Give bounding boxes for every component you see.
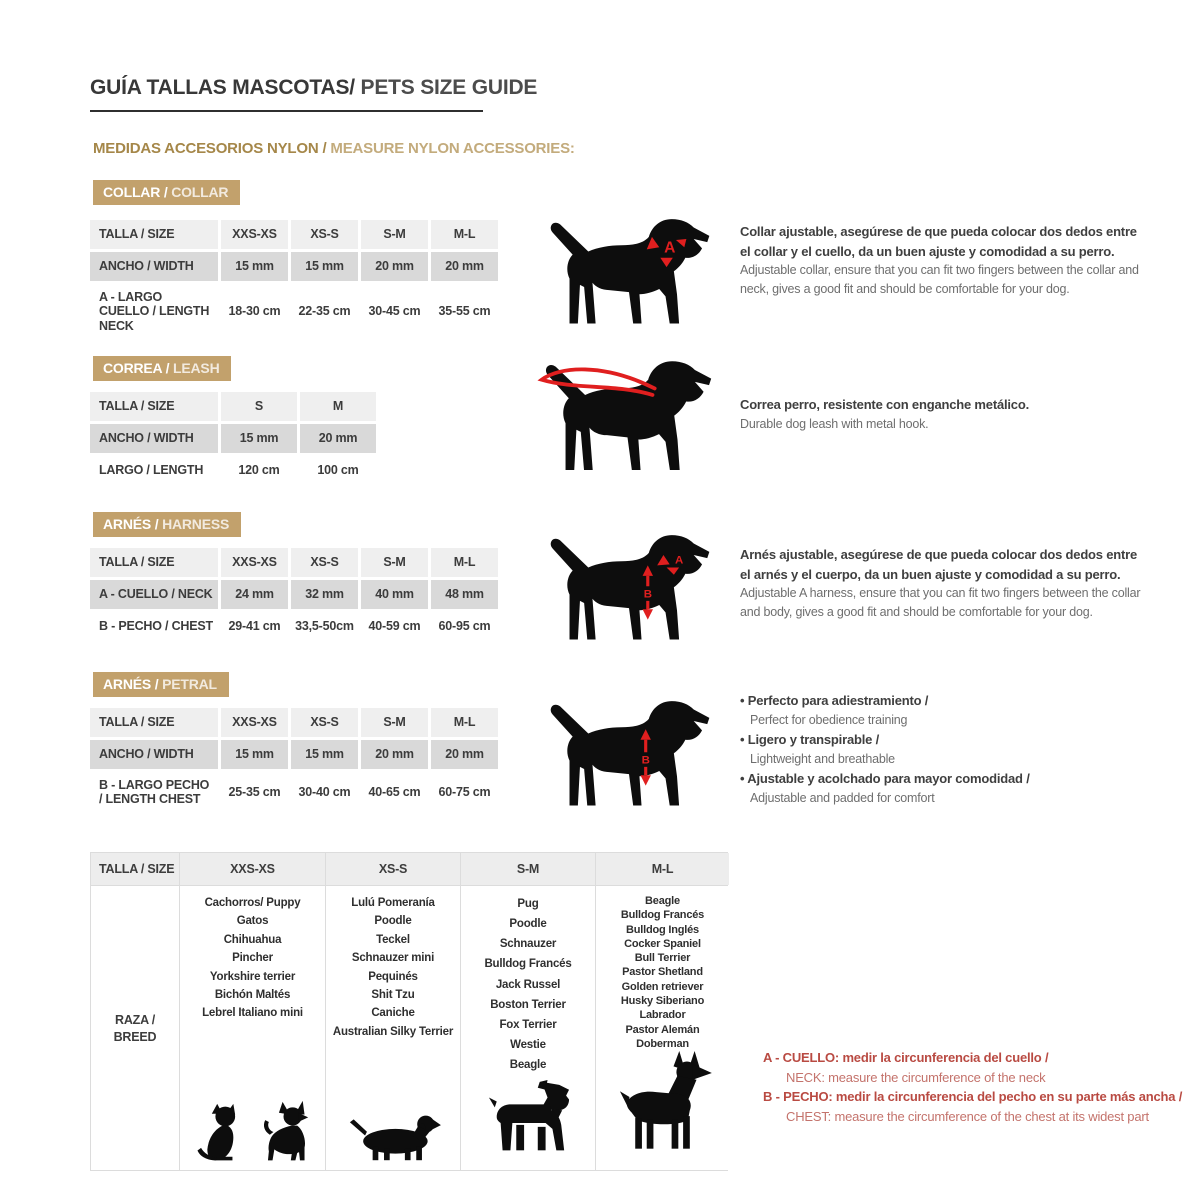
table-cell: 25-35 cm [221,772,288,813]
page-title [90,76,538,112]
page-title-en: PETS SIZE GUIDE [354,76,538,99]
breed-name: Gatos [236,915,269,928]
breed-cell-xxs-xs [180,886,325,1170]
breed-name: Pastor Shetland [622,966,703,979]
table-cell: M [300,392,376,421]
table-cell: 22-35 cm [291,284,358,339]
table-cell: XS-S [291,548,358,577]
breed-name: Pug [517,898,539,910]
breed-name: Jack Russel [495,978,561,991]
breed-name: Cocker Spaniel [624,937,701,950]
table-cell: 15 mm [291,740,358,769]
table-cell: M-L [431,548,498,577]
petral-feature-es: • Perfecto para adiestramiento / [740,692,1090,711]
table-cell: S-M [361,708,428,737]
table-cell: S-M [361,548,428,577]
table-cell: 35-55 cm [431,284,498,339]
table-cell: 18-30 cm [221,284,288,339]
footnote-es: A - CUELLO: medir la circunferencia del cuello / [763,1050,1049,1065]
table-cell: XXS-XS [221,548,288,577]
table-cell: XS-S [291,708,358,737]
table-cell: XXS-XS [221,220,288,249]
leash-dog-illustration [535,358,720,483]
breed-list-s-m [484,894,571,1075]
table-cell: 20 mm [361,740,428,769]
petral-feature-item [740,692,1090,729]
breed-header-xxs-xs: XXS-XS [180,853,325,885]
table-cell: 30-40 cm [291,772,358,813]
table-cell: 15 mm [291,252,358,281]
petral-dog-illustration [540,698,718,818]
breed-name: Husky Siberiano [620,995,705,1008]
breed-name: Lulú Pomeranía [351,897,435,909]
table-cell: 30-45 cm [361,284,428,339]
page-subtitle [93,140,575,157]
breed-name: Beagle [645,895,680,907]
breed-name: Westie [510,1038,546,1051]
page-subtitle-es: MEDIDAS ACCESORIOS NYLON / [93,140,327,157]
table-cell: 40-65 cm [361,772,428,813]
breed-name: Yorkshire terrier [209,970,296,983]
harness-description-es: Arnés ajustable, asegúrese de que pueda colocar dos dedos entre el arnés y el cuerpo, da un buen ajuste y comodidad a su perro. [740,547,1138,582]
collar-dog-illustration [540,216,718,336]
breed-name: Teckel [376,933,410,946]
harness-description-en: Adjustable A harness, ensure that you can fit two fingers between the collar and body, gives a good fit and should be comfortable for your dog. [740,586,1141,619]
breed-name: Doberman [636,1037,689,1050]
table-cell: LARGO / LENGTH [90,456,218,485]
breed-name: Labrador [639,1009,686,1022]
petral-badge-en: PETRAL [158,676,217,692]
table-cell: M-L [431,220,498,249]
breed-name: Boston Terrier [490,998,566,1011]
breed-name: Pastor Alemán [625,1023,700,1036]
table-cell: 20 mm [431,740,498,769]
collar-size-table [90,220,498,339]
chihuahua-icon [255,1100,312,1164]
cat-icon [193,1103,245,1164]
breed-header-s-m: S-M [461,853,595,885]
petral-feature-list [740,692,1090,809]
table-cell: S [221,392,297,421]
table-cell: 20 mm [431,252,498,281]
leash-description-es: Correa perro, resistente con enganche metálico. [740,397,1029,412]
table-cell: 32 mm [291,580,358,609]
table-cell: 20 mm [361,252,428,281]
breed-name: Bulldog Francés [620,909,705,922]
petral-feature-item [740,770,1090,807]
table-cell: M-L [431,708,498,737]
leash-badge-en: LEASH [169,360,220,376]
breed-name: Caniche [371,1007,415,1020]
petral-feature-en: Lightweight and breathable [750,751,895,766]
breed-name: Bulldog Inglés [626,923,699,936]
breed-cell-m-l [596,886,729,1170]
harness-section-badge [93,512,241,537]
collar-badge-en: COLLAR [167,184,229,200]
petral-feature-item [740,731,1090,768]
table-cell: 100 cm [300,456,376,485]
table-cell: XS-S [291,220,358,249]
table-cell: ANCHO / WIDTH [90,424,218,453]
breed-list-m-l [621,894,704,1051]
m-l-animal-silhouettes [612,1051,714,1164]
footnote-en: CHEST: measure the circumference of the chest at its widest part [786,1108,1149,1124]
harness-measure-letter-a: A [675,554,684,567]
table-cell: 120 cm [221,456,297,485]
leash-badge-es: CORREA / [103,360,170,376]
table-cell: 60-95 cm [431,612,498,641]
xs-s-animal-silhouettes [346,1109,441,1164]
petral-size-table [90,708,498,813]
page-subtitle-en: MEASURE NYLON ACCESSORIES: [326,140,575,157]
breed-name: Lebrel Italiano mini [202,1007,303,1020]
breed-row-label: RAZA / BREED [91,886,179,1170]
breed-name: Bichón Maltés [214,988,291,1001]
table-cell: 15 mm [221,424,297,453]
table-cell: 24 mm [221,580,288,609]
table-cell: B - LARGO PECHO / LENGTH CHEST [90,772,218,813]
breed-header-m-l: M-L [596,853,729,885]
breed-name: Bull Terrier [634,952,691,965]
collar-description [740,222,1145,299]
breed-size-table [90,852,728,1171]
table-cell: A - CUELLO / NECK [90,580,218,609]
breed-name: Bulldog Francés [484,958,572,971]
breed-name: Poodle [509,918,547,931]
petral-feature-es: • Ligero y transpirable / [740,731,1090,750]
table-cell: 40 mm [361,580,428,609]
harness-badge-es: ARNÉS / [103,516,159,532]
harness-measure-letter-b: B [643,588,652,601]
petral-feature-en: Adjustable and padded for comfort [750,790,935,805]
breed-name: Beagle [509,1059,547,1071]
s-m-animal-silhouettes [483,1078,573,1164]
petral-measure-letter-b: B [641,754,650,767]
table-cell: TALLA / SIZE [90,548,218,577]
harness-size-table [90,548,498,641]
table-cell: XXS-XS [221,708,288,737]
collar-measure-letter-a: A [664,239,676,257]
table-cell: ANCHO / WIDTH [90,252,218,281]
xxs-xs-animal-silhouettes [193,1100,312,1164]
table-cell: TALLA / SIZE [90,392,218,421]
table-cell: 20 mm [300,424,376,453]
breed-list-xs-s [333,894,453,1041]
breed-name: Pincher [232,952,273,965]
harness-dog-illustration [540,532,718,652]
petral-badge-es: ARNÉS / [103,676,159,692]
schnauzer-icon [483,1078,573,1164]
breed-name: Fox Terrier [499,1018,557,1031]
harness-badge-en: HARNESS [158,516,230,532]
dachshund-icon [346,1109,441,1164]
harness-description [740,545,1145,622]
collar-description-es: Collar ajustable, asegúrese de que pueda colocar dos dedos entre el collar y el cuello, da un buen ajuste y comodidad a su perro. [740,224,1137,259]
table-cell: TALLA / SIZE [90,708,218,737]
leash-section-badge [93,356,231,381]
table-cell: 15 mm [221,740,288,769]
breed-cell-xs-s [326,886,460,1170]
breed-list-xxs-xs [202,894,303,1023]
petral-feature-es: • Ajustable y acolchado para mayor comodidad / [740,770,1090,789]
breed-name: Chihuahua [223,933,282,946]
table-cell: 60-75 cm [431,772,498,813]
page-title-es: GUÍA TALLAS MASCOTAS/ [90,76,355,99]
leash-description-en: Durable dog leash with metal hook. [740,416,929,431]
collar-description-en: Adjustable collar, ensure that you can fit two fingers between the collar and neck, gives a good fit and should be comfortable for your dog. [740,263,1139,296]
breed-name: Pequinés [368,970,418,983]
breed-name: Schnauzer [499,938,557,951]
petral-feature-en: Perfect for obedience training [750,712,908,727]
breed-header-xs-s: XS-S [326,853,460,885]
table-cell: 33,5-50cm [291,612,358,641]
leash-size-table [90,392,376,485]
table-cell: 15 mm [221,252,288,281]
breed-cell-s-m [461,886,595,1170]
table-cell: A - LARGO CUELLO / LENGTH NECK [90,284,218,339]
breed-name: Cachorros/ Puppy [204,897,301,909]
table-cell: S-M [361,220,428,249]
collar-section-badge [93,180,240,205]
breed-header-size: TALLA / SIZE [91,853,179,885]
breed-name: Schnauzer mini [351,952,435,965]
footnote-en: NECK: measure the circumference of the neck [786,1069,1046,1085]
table-cell: 48 mm [431,580,498,609]
breed-name: Australian Silky Terrier [332,1025,454,1038]
leash-description [740,395,1145,433]
petral-section-badge [93,672,229,697]
table-cell: 29-41 cm [221,612,288,641]
doberman-icon [612,1051,714,1164]
breed-name: Golden retriever [621,980,704,993]
table-cell: 40-59 cm [361,612,428,641]
breed-name: Shit Tzu [371,988,415,1001]
table-cell: B - PECHO / CHEST [90,612,218,641]
table-cell: TALLA / SIZE [90,220,218,249]
table-cell: ANCHO / WIDTH [90,740,218,769]
collar-badge-es: COLLAR / [103,184,168,200]
footnote-es: B - PECHO: medir la circunferencia del pecho en su parte más ancha / [763,1089,1183,1104]
breed-name: Poodle [374,915,412,928]
measurement-footnotes [763,1048,1193,1126]
